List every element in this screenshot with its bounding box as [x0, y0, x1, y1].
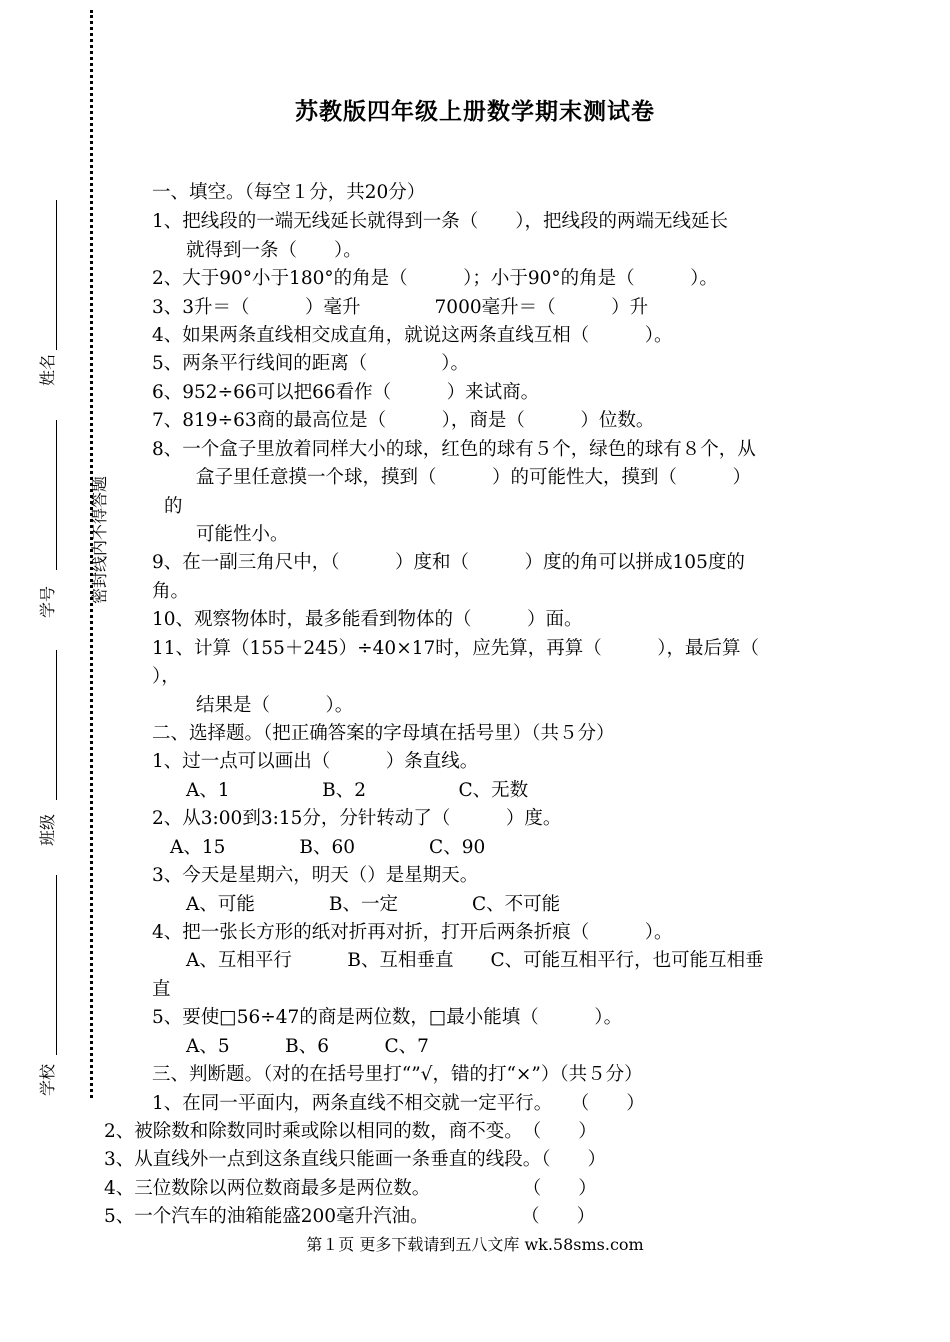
question-line: 可能性小。 [196, 524, 289, 545]
question-line: 4、如果两条直线相交成直角，就说这两条直线互相（ ）。 [152, 325, 673, 346]
question-line: 10、观察物体时，最多能看到物体的（ ）面。 [152, 609, 583, 630]
question-line: 4、把一张长方形的纸对折再对折，打开后两条折痕（ ）。 [152, 922, 673, 943]
question-line: 9、在一副三角尺中，（ ）度和（ ）度的角可以拼成105度的 [152, 552, 745, 573]
name-underline [56, 200, 57, 350]
school-label: 学校 [38, 1064, 57, 1097]
question-line: 2、从3:00到3:15分，分针转动了（ ）度。 [152, 808, 562, 829]
question-line: 5、两条平行线间的距离（ ）。 [152, 353, 470, 374]
answer-options: A、5 B、6 C、7 [186, 1036, 429, 1057]
question-line: 6、952÷66可以把66看作（ ）来试商。 [152, 382, 540, 403]
section-1-heading: 一、填空。（每空１分，共20分） [152, 182, 426, 203]
question-line: 角。 [152, 581, 190, 602]
section-3-heading: 三、判断题。（对的在括号里打“”√，错的打“×”）（共５分） [152, 1064, 643, 1085]
question-line: 7、819÷63商的最高位是（ ），商是（ ）位数。 [152, 410, 655, 431]
judgement-line: 2、被除数和除数同时乘或除以相同的数，商不变。 （ ） [104, 1121, 597, 1142]
answer-options: A、15 B、60 C、90 [170, 837, 486, 858]
question-line: 8、一个盒子里放着同样大小的球，红色的球有５个，绿色的球有８个，从 [152, 439, 756, 460]
question-line: 2、大于90°小于180°的角是（ ）；小于90°的角是（ ）。 [152, 268, 718, 289]
question-line: 的 [164, 496, 183, 517]
answer-options: A、互相平行 B、互相垂直 C、可能互相平行，也可能互相垂 [186, 950, 764, 971]
question-line: 1、把线段的一端无线延长就得到一条（ ），把线段的两端无线延长 [152, 211, 729, 232]
class-underline [56, 650, 57, 800]
answer-options: 直 [152, 979, 171, 1000]
judgement-line: 4、三位数除以两位数商最多是两位数。 （ ） [104, 1178, 597, 1199]
question-line: 11、计算（155＋245）÷40×17时，应先算，再算（ ），最后算（ [152, 638, 759, 659]
name-label: 姓名 [38, 354, 57, 387]
question-line: 5、要使□56÷47的商是两位数，□最小能填（ ）。 [152, 1007, 623, 1028]
question-line: ）， [152, 666, 180, 687]
judgement-line: 1、在同一平面内，两条直线不相交就一定平行。 （ ） [152, 1093, 645, 1114]
class-label: 班级 [38, 814, 57, 847]
judgement-line: 3、从直线外一点到这条直线只能画一条垂直的线段。（ ） [104, 1149, 607, 1170]
judgement-line: 5、一个汽车的油箱能盛200毫升汽油。 （ ） [104, 1206, 596, 1227]
answer-options: A、1 B、2 C、无数 [186, 780, 529, 801]
seal-warning-text: 密封线内不得答题 [90, 476, 109, 605]
question-line: 1、过一点可以画出（ ）条直线。 [152, 751, 479, 772]
student-id-label: 学号 [38, 586, 57, 619]
question-line: 3、3升＝（ ）毫升 7000毫升＝（ ）升 [152, 297, 649, 318]
section-2-heading: 二、选择题。（把正确答案的字母填在括号里）（共５分） [152, 723, 615, 744]
question-line: 结果是（ ）。 [196, 695, 354, 716]
page-footer: 第１页 更多下载请到五八文库 wk.58sms.com [306, 1235, 644, 1254]
question-line: 就得到一条（ ）。 [186, 240, 362, 261]
question-line: 盒子里任意摸一个球，摸到（ ）的可能性大，摸到（ ） [196, 467, 752, 488]
answer-options: A、可能 B、一定 C、不可能 [186, 894, 561, 915]
question-line: 3、今天是星期六，明天（）是星期天。 [152, 865, 479, 886]
student-id-underline [56, 420, 57, 570]
page-title: 苏教版四年级上册数学期末测试卷 [295, 98, 655, 125]
school-underline [56, 875, 57, 1055]
